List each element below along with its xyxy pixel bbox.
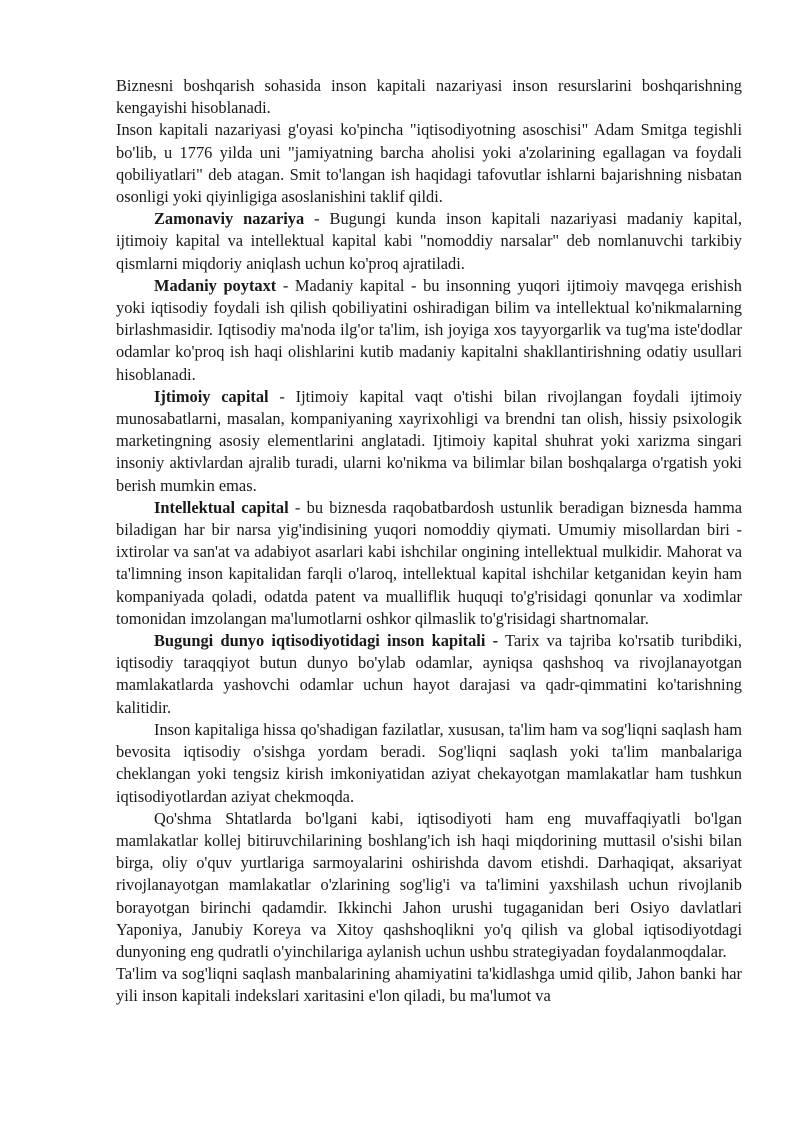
term-heading: Intellektual capital bbox=[154, 497, 289, 517]
paragraph-world-bank bbox=[116, 963, 742, 1007]
term-heading: Ijtimoiy capital bbox=[154, 386, 269, 406]
term-heading: Madaniy poytaxt bbox=[154, 275, 277, 295]
paragraph-social-capital bbox=[116, 386, 742, 497]
paragraph-text: - Madaniy kapital - bu insonning yuqori ijtimoiy mavqega erishish yoki iqtisodiy foydali ish qilish qobiliyatini oshiradigan bilim va intellektual ko'nikmalarning birlashmasidir. Iqtisodiy ma'noda ilg'or ta'lim, ish joyiga xos tayyorgarlik va tug'ma iste'dodlar odamlar ko'proq ish haqi olishlarini kutib madaniy kapitalni shakllantirishning odatiy usullari hisoblanadi. bbox=[116, 275, 742, 384]
paragraph-text: - Ijtimoiy kapital vaqt o'tishi bilan rivojlangan foydali ijtimoiy munosabatlarni, masalan, kompaniyaning xayrixohligi va brendni tan olish, hissiy psixologik marketingning asosiy elementlarini anglatadi. Ijtimoiy kapital shuhrat yoki xarizma singari insoniy aktivlardan ajralib turadi, ularni ko'nikma va bilimlar bilan boshqalarga o'rgatish yoki berish mumkin emas. bbox=[116, 386, 742, 495]
paragraph-intellectual-capital bbox=[116, 497, 742, 630]
paragraph-usa-asia bbox=[116, 808, 742, 963]
paragraph-text: - bu biznesda raqobatbardosh ustunlik beradigan biznesda hamma biladigan har bir narsa yig'indisining yuqori nomoddiy qiymati. Umumiy misollardan biri - ixtirolar va san'at va adabiyot asarlari kabi ishchilar ongining intellektual mulkidir. Mahorat va ta'limning inson kapitalidan farqli o'laroq, intellektual kapital ishchilar ketganidan keyin ham kompaniyada qoladi, odatda patent va mualliflik huquqi to'g'risidagi qonunlar va xodimlar tomonidan imzolangan ma'lumotlarni oshkor qilmaslik to'g'risidagi shartnomalar. bbox=[116, 497, 742, 628]
paragraph-text: Tarix va tajriba ko'rsatib turibdiki, iqtisodiy taraqqiyot butun dunyo bo'ylab odamlar, ayniqsa qashshoq va rivojlanayotgan mamlakatlarda yashovchi odamlar uchun hayot darajasi va qadr-qimmatini ko'tarishning kalitidir. bbox=[116, 631, 742, 717]
paragraph-adam-smith bbox=[116, 119, 742, 208]
term-heading: Zamonaviy nazariya bbox=[154, 209, 305, 229]
paragraph-text: Inson kapitaliga hissa qo'shadigan fazilatlar, xususan, ta'lim ham va sog'liqni saqlash ham bevosita iqtisodiy o'sishga yordam beradi. Sog'liqni saqlash yoki ta'lim manbalariga cheklangan yoki tengsiz kirish imkoniyatidan aziyat chekayotgan mamlakatlar ham tushkun iqtisodiyotlardan aziyat chekmoqda. bbox=[116, 719, 742, 806]
paragraph-modern-theory bbox=[116, 208, 742, 275]
paragraph-world-economy bbox=[116, 630, 742, 719]
paragraph-cultural-capital bbox=[116, 275, 742, 386]
paragraph-text: Biznesni boshqarish sohasida inson kapitali nazariyasi inson resurslarini boshqarishning kengayishi hisoblanadi. bbox=[116, 76, 742, 118]
paragraph-education-health bbox=[116, 719, 742, 808]
paragraph-text: Ta'lim va sog'liqni saqlash manbalarining ahamiyatini ta'kidlashga umid qilib, Jahon banki har yili inson kapitali indekslari xaritasini e'lon qiladi, bu ma'lumot va bbox=[116, 964, 742, 1006]
paragraph-text: Qo'shma Shtatlarda bo'lgani kabi, iqtisodiyoti ham eng muvaffaqiyatli bo'lgan mamlakatlar kollej bitiruvchilarining boshlang'ich ish haqi miqdorining muttasil o'sishi bilan birga, oliy o'quv yurtlariga sarmoyalarini oshirishda davom etishdi. Darhaqiqat, aksariyat rivojlanayotgan mamlakatlar o'zlarining sog'lig'i va ta'limini yaxshilash uchun rivojlanib borayotgan birinchi qadamdir. Ikkinchi Jahon urushi tugaganidan beri Osiyo davlatlari Yaponiya, Janubiy Koreya va Xitoy qashshoqlikni yo'q qilish va global iqtisodiyotdagi dunyoning eng qudratli o'yinchilariga aylanish uchun ushbu strategiyadan foydalanmoqdalar. bbox=[116, 808, 742, 961]
term-heading: Bugungi dunyo iqtisodiyotidagi inson kapitali - bbox=[154, 631, 499, 651]
paragraph-intro bbox=[116, 75, 742, 119]
document-page bbox=[116, 75, 742, 1008]
paragraph-text: Inson kapitali nazariyasi g'oyasi ko'pincha "iqtisodiyotning asoschisi" Adam Smitga tegishli bo'lib, u 1776 yilda uni "jamiyatning barcha aholisi yoki a'zolarining egallagan va foydali qobiliyatlari" deb atagan. Smit to'langan ish haqidagi tafovutlar ishlarni bajarishning nisbatan osonligi yoki qiyinligiga asoslanishini taklif qildi. bbox=[116, 120, 742, 207]
paragraph-text: - Bugungi kunda inson kapitali nazariyasi madaniy kapital, ijtimoiy kapital va intellektual kapital kabi "nomoddiy narsalar" deb nomlanuvchi tarkibiy qismlarni miqdoriy aniqlash uchun ko'proq ajratiladi. bbox=[116, 209, 742, 273]
